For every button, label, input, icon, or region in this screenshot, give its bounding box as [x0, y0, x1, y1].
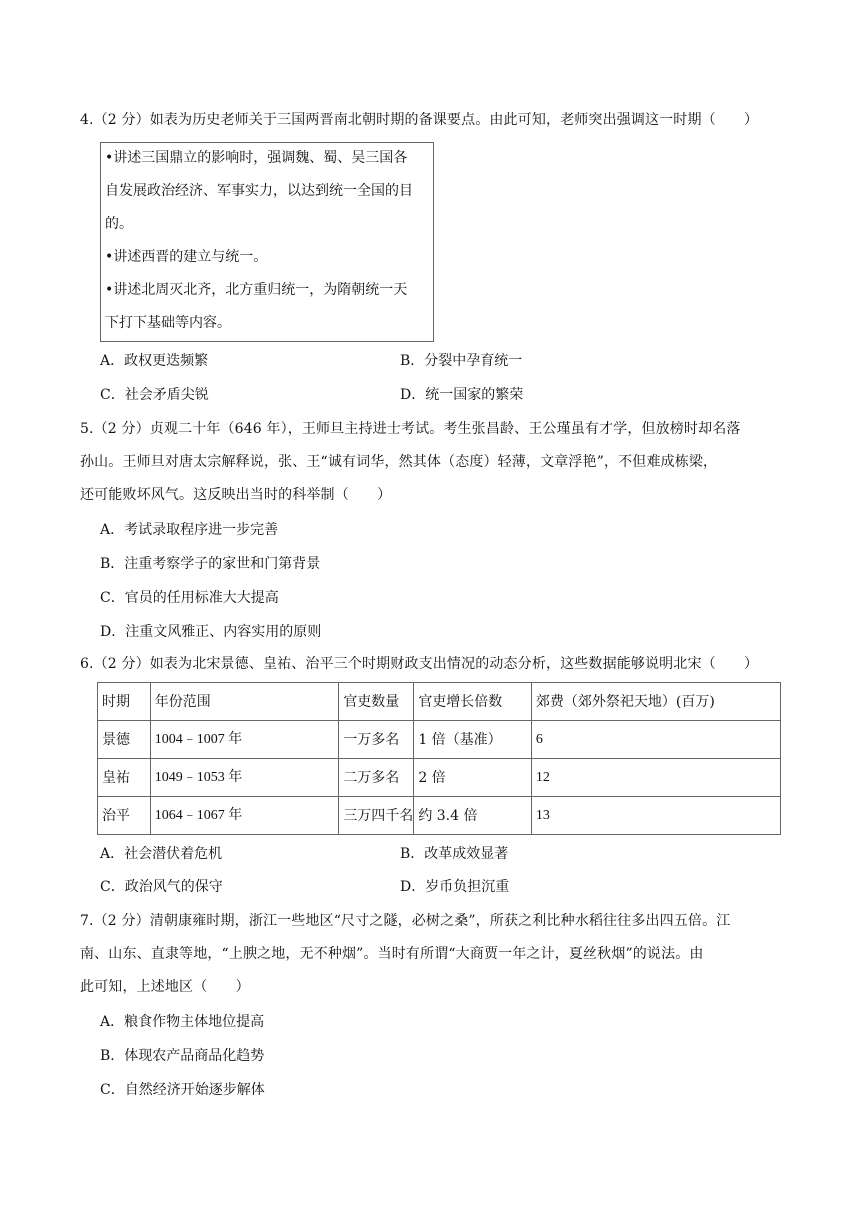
question-7-stem-line: 此可知，上述地区（ ） — [80, 979, 250, 995]
table-cell: 皇祐 — [98, 759, 151, 797]
table-header-cell: 年份范围 — [150, 683, 339, 721]
q4-option-a[interactable]: A．政权更迭频繁 — [100, 353, 209, 369]
table-cell: 13 — [531, 797, 780, 835]
table-header-cell: 郊费（郊外祭祀天地）(百万) — [531, 683, 780, 721]
q6-option-b[interactable]: B．改革成效显著 — [400, 846, 509, 862]
q7-option-b[interactable]: B．体现农产品商品化趋势 — [100, 1048, 265, 1064]
table-cell: 一万多名 — [339, 721, 414, 759]
q7-option-c[interactable]: C．自然经济开始逐步解体 — [100, 1082, 265, 1098]
q5-option-a[interactable]: A．考试录取程序进一步完善 — [100, 522, 279, 538]
table-cell: 1 倍（基准） — [414, 721, 532, 759]
table-header-cell: 官吏数量 — [339, 683, 414, 721]
q6-option-a[interactable]: A．社会潜伏着危机 — [100, 846, 223, 862]
fiscal-table — [97, 682, 781, 835]
q6-option-c[interactable]: C．政治风气的保守 — [100, 879, 223, 895]
table-cell: 约 3.4 倍 — [414, 797, 532, 835]
question-6-stem: 6.（2 分）如表为北宋景德、皇祐、治平三个时期财政支出情况的动态分析，这些数据能够说明北宋（ ） — [80, 656, 759, 672]
question-4-stem: 4.（2 分）如表为历史老师关于三国两晋南北朝时期的备课要点。由此可知，老师突出强调这一时期（ ） — [80, 112, 759, 128]
table-row — [98, 797, 781, 835]
q4-option-d[interactable]: D．统一国家的繁荣 — [400, 387, 524, 403]
notes-line: •讲述北周灭北齐，北方重归统一，为隋朝统一天 — [105, 282, 408, 298]
table-header-cell: 官吏增长倍数 — [414, 683, 532, 721]
q7-option-a[interactable]: A．粮食作物主体地位提高 — [100, 1014, 265, 1030]
q5-option-c[interactable]: C．官员的任用标准大大提高 — [100, 590, 279, 606]
question-7-stem-line: 7.（2 分）清朝康雍时期，浙江一些地区“尺寸之隧，必树之桑”，所获之利比种水稻往往多出四五倍。江 — [80, 913, 731, 929]
table-cell: 治平 — [98, 797, 151, 835]
table-cell: 1004﹣1007 年 — [150, 721, 339, 759]
notes-line: 自发展政治经济、军事实力，以达到统一全国的目 — [105, 183, 413, 199]
notes-line: 下打下基础等内容。 — [105, 315, 231, 331]
question-7-stem-line: 南、山东、直隶等地，“上腴之地，无不种烟”。当时有所谓“大商贾一年之计，夏丝秋烟”的说法。由 — [80, 946, 704, 962]
table-row — [98, 759, 781, 797]
notes-line: •讲述西晋的建立与统一。 — [105, 249, 268, 265]
q5-option-d[interactable]: D．注重文风雅正、内容实用的原则 — [100, 624, 322, 640]
table-cell: 三万四千名 — [339, 797, 414, 835]
question-5-stem-line: 5.（2 分）贞观二十年（646 年），王师旦主持进士考试。考生张昌龄、王公瑾虽有才学，但放榜时却名落 — [80, 421, 741, 437]
question-5-stem-line: 孙山。王师旦对唐太宗解释说，张、王“诚有词华，然其体（态度）轻薄，文章浮艳”，不但难成栋梁， — [80, 454, 718, 470]
table-cell: 6 — [531, 721, 780, 759]
table-cell: 12 — [531, 759, 780, 797]
q4-option-c[interactable]: C．社会矛盾尖锐 — [100, 387, 209, 403]
q5-option-b[interactable]: B．注重考察学子的家世和门第背景 — [100, 556, 321, 572]
table-cell: 1064﹣1067 年 — [150, 797, 339, 835]
q4-option-b[interactable]: B．分裂中孕育统一 — [400, 353, 523, 369]
notes-line: 的。 — [105, 216, 133, 232]
question-5-stem-line: 还可能败坏风气。这反映出当时的科举制（ ） — [80, 487, 392, 503]
lesson-notes-box — [100, 142, 434, 342]
table-cell: 1049﹣1053 年 — [150, 759, 339, 797]
table-cell: 景德 — [98, 721, 151, 759]
table-header-row — [98, 683, 781, 721]
table-row — [98, 721, 781, 759]
notes-line: •讲述三国鼎立的影响时，强调魏、蜀、吴三国各 — [105, 150, 408, 166]
q6-option-d[interactable]: D．岁币负担沉重 — [400, 879, 510, 895]
table-cell: 二万多名 — [339, 759, 414, 797]
table-header-cell: 时期 — [98, 683, 151, 721]
table-cell: 2 倍 — [414, 759, 532, 797]
